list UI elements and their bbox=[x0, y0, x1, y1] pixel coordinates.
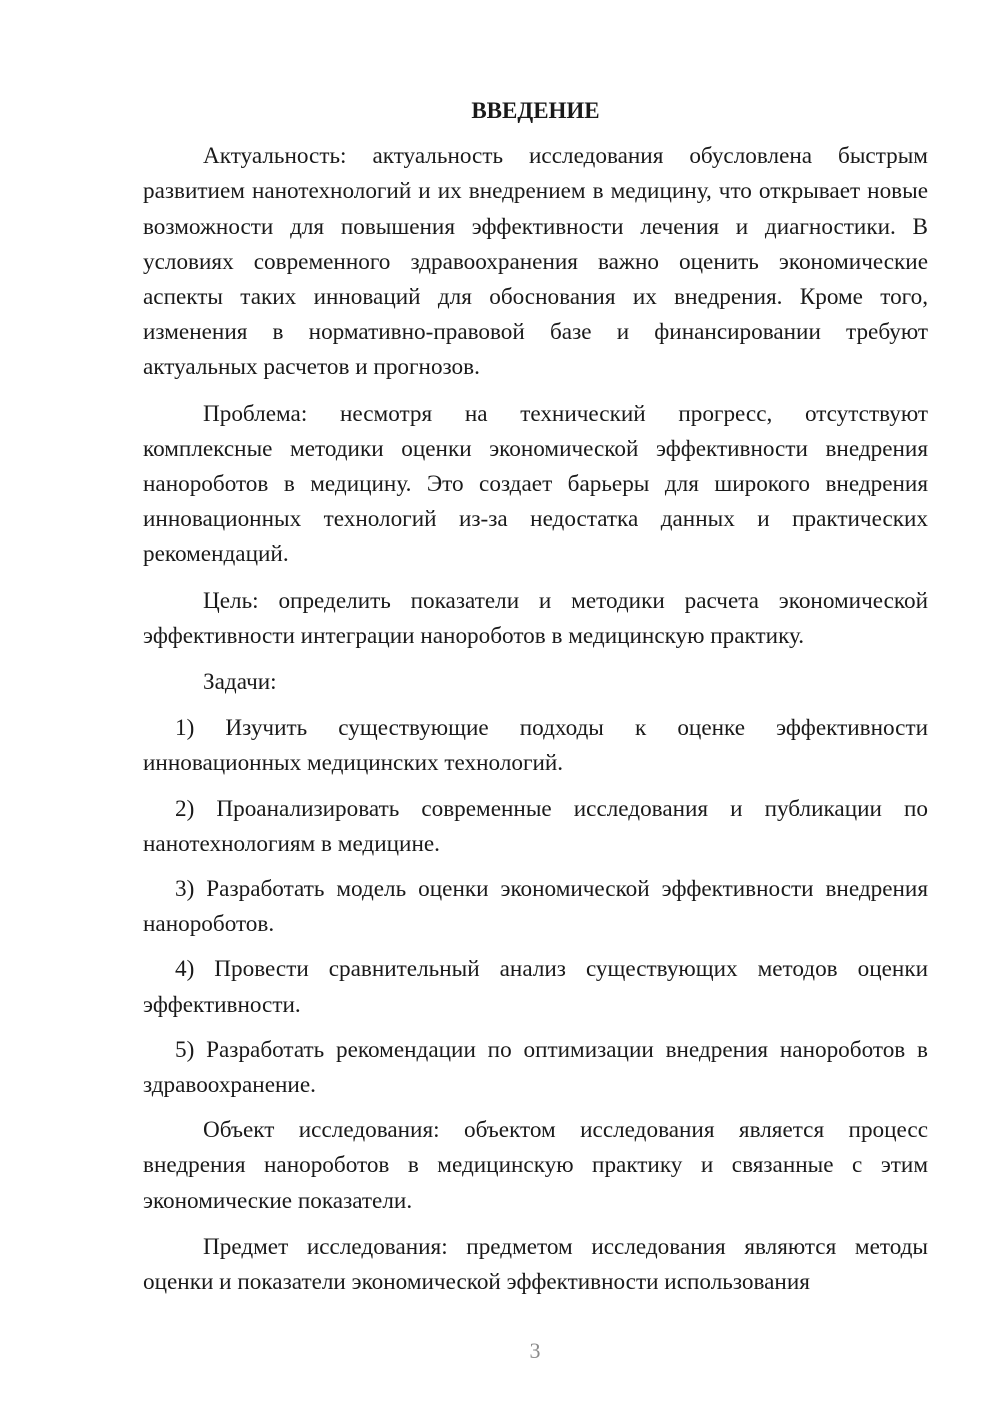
task-item-1: 1) Изучить существующие подходы к оценке эффективности инновационных медицинских технологий. bbox=[143, 715, 928, 777]
task-item-2: 2) Проанализировать современные исследования и публикации по нанотехнологиям в медицине. bbox=[143, 795, 928, 857]
page-number: 3 bbox=[529, 1338, 541, 1363]
section-heading: ВВЕДЕНИЕ bbox=[471, 98, 600, 123]
task-item-5: 5) Разработать рекомендации по оптимизации внедрения нанороботов в здравоохранение. bbox=[143, 1036, 928, 1099]
task-item-3: 3) Разработать модель оценки экономической эффективности внедрения нанороботов. bbox=[143, 876, 928, 938]
tasks-label: Задачи: bbox=[203, 669, 277, 696]
subject-paragraph: Предмет исследования: предметом исследования являются методы оценки и показатели экономической эффективности использования bbox=[143, 1233, 928, 1296]
goal-paragraph: Цель: определить показатели и методики расчета экономической эффективности интеграции нанороботов в медицинскую практику. bbox=[143, 587, 928, 649]
relevance-paragraph: Актуальность: актуальность исследования обусловлена быстрым развитием нанотехнологий и их внедрением в медицину, что открывает новые возможности для повышения эффективности лечения и диагностики. В условиях современного здравоохранения важно оценить экономические аспекты таких инноваций для обоснования их внедрения. Кроме того, изменения в нормативно-правовой базе и финансировании требуют актуальных расчетов и прогнозов. bbox=[143, 143, 928, 381]
task-item-4: 4) Провести сравнительный анализ существующих методов оценки эффективности. bbox=[143, 956, 928, 1018]
problem-paragraph: Проблема: несмотря на технический прогресс, отсутствуют комплексные методики оценки экономической эффективности внедрения нанороботов в медицину. Это создает барьеры для широкого внедрения инновационных технологий из-за недостатка данных и практических рекомендаций. bbox=[143, 400, 928, 568]
object-paragraph: Объект исследования: объектом исследования является процесс внедрения нанороботов в медицинскую практику и связанные с этим экономические показатели. bbox=[143, 1117, 928, 1214]
page-content bbox=[143, 93, 928, 1311]
